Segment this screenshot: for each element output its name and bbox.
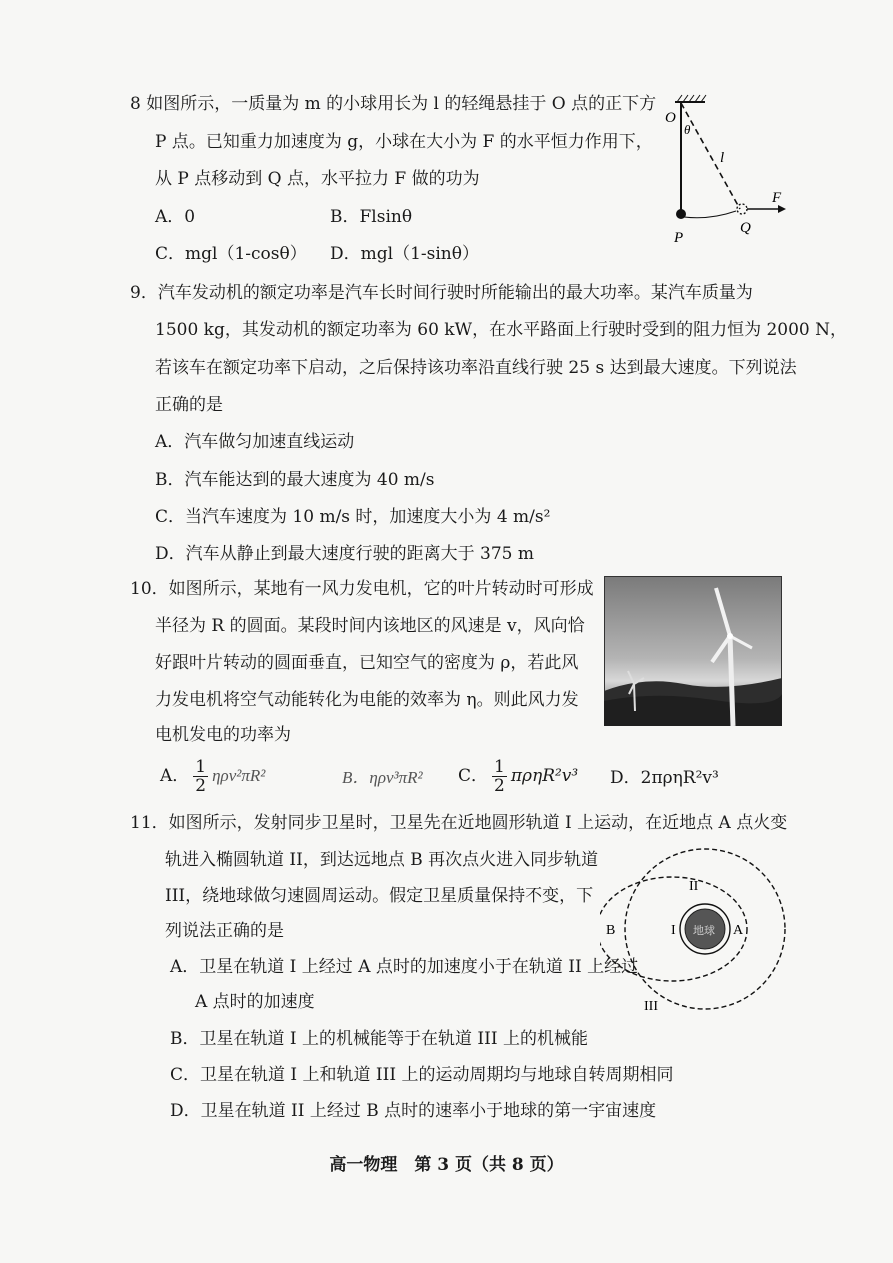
q11-option-d: D．卫星在轨道 II 上经过 B 点时的速率小于地球的第一宇宙速度	[170, 1101, 657, 1121]
q10-option-a	[160, 758, 265, 795]
wind-turbine-photo	[604, 576, 782, 726]
q11-option-b: B．卫星在轨道 I 上的机械能等于在轨道 III 上的机械能	[170, 1029, 588, 1049]
q9-stem-line1: 9．汽车发动机的额定功率是汽车长时间行驶时所能输出的最大功率。某汽车质量为	[130, 283, 753, 303]
q11-orbit-diagram	[600, 842, 790, 1017]
q11-option-a-line1: A．卫星在轨道 I 上经过 A 点时的加速度小于在轨道 II 上经过	[170, 957, 639, 977]
q11-option-c: C．卫星在轨道 I 上和轨道 III 上的运动周期均与地球自转周期相同	[170, 1065, 674, 1085]
q9-stem-line3: 若该车在额定功率下启动，之后保持该功率沿直线行驶 25 s 达到最大速度。下列说法	[155, 358, 797, 378]
q11-label-point-b: B	[606, 923, 616, 938]
q9-option-d: D．汽车从静止到最大速度行驶的距离大于 375 m	[155, 544, 535, 564]
q8-label-p: P	[674, 230, 684, 246]
q8-option-c: C．mgl（1-cosθ）	[155, 244, 307, 264]
q8-stem-line2: P 点。已知重力加速度为 g，小球在大小为 F 的水平恒力作用下，	[155, 132, 653, 152]
q8-option-a: A．0	[155, 207, 196, 227]
q10-option-c	[458, 758, 578, 795]
q8-pendulum-diagram	[660, 92, 790, 252]
q10-option-c-numerator: 1	[494, 757, 505, 777]
q10-option-a-denominator: 2	[195, 776, 207, 796]
q8-label-l: l	[720, 150, 725, 166]
q8-label-f: F	[772, 190, 782, 206]
q10-option-d: D．2πρηR²v³	[610, 768, 719, 788]
q8-stem-line1: 8 如图所示，一质量为 m 的小球用长为 l 的轻绳悬挂于 O 点的正下方	[130, 94, 657, 114]
q10-stem-line2: 半径为 R 的圆面。某段时间内该地区的风速是 v，风向恰	[155, 616, 585, 636]
q10-option-a-fraction	[193, 758, 208, 795]
q10-option-a-expr: ηρv²πR²	[212, 766, 266, 785]
q8-option-b: B．Flsinθ	[330, 207, 413, 227]
q11-option-a-line2: A 点时的加速度	[195, 992, 315, 1012]
q8-stem-line3: 从 P 点移动到 Q 点，水平拉力 F 做的功为	[155, 169, 480, 189]
q11-stem-line1: 11．如图所示，发射同步卫星时，卫星先在近地圆形轨道 I 上运动，在近地点 A 点火变	[130, 813, 788, 833]
q10-option-a-label: A．	[160, 766, 190, 786]
q8-label-q: Q	[740, 220, 751, 236]
q10-option-c-label: C．	[458, 766, 489, 786]
q10-option-b: B．ηρv³πR²	[342, 768, 423, 787]
q11-stem-line2: 轨进入椭圆轨道 II，到达远地点 B 再次点火进入同步轨道	[165, 850, 599, 870]
q10-stem-line3: 好跟叶片转动的圆面垂直，已知空气的密度为 ρ，若此风	[155, 653, 579, 673]
q11-label-orbit-ii: II	[689, 879, 699, 894]
q10-stem-line5: 电机发电的功率为	[155, 725, 291, 745]
q9-option-c: C．当汽车速度为 10 m/s 时，加速度大小为 4 m/s²	[155, 507, 551, 527]
q8-label-o: O	[665, 110, 676, 126]
q10-option-a-numerator: 1	[195, 757, 207, 777]
q9-option-b: B．汽车能达到的最大速度为 40 m/s	[155, 470, 435, 490]
q11-label-orbit-iii: III	[644, 999, 658, 1014]
q11-stem-line3: III，绕地球做匀速圆周运动。假定卫星质量保持不变，下	[165, 886, 594, 906]
q10-option-c-denominator: 2	[494, 776, 505, 796]
q11-label-orbit-i: I	[671, 923, 676, 938]
q11-earth-label: 地球	[693, 925, 715, 937]
q10-option-c-expr: πρηR²v³	[510, 766, 579, 786]
page-footer: 高一物理 第 3 页（共 8 页）	[329, 1155, 564, 1175]
q8-label-theta: θ	[684, 122, 691, 137]
q9-stem-line2: 1500 kg，其发动机的额定功率为 60 kW，在水平路面上行驶时受到的阻力恒为 2000 N，	[155, 320, 848, 340]
q9-stem-line4: 正确的是	[155, 395, 223, 415]
q9-option-a: A．汽车做匀加速直线运动	[155, 432, 355, 452]
q10-stem-line1: 10．如图所示，某地有一风力发电机，它的叶片转动时可形成	[130, 579, 594, 599]
q11-label-point-a: A	[733, 923, 744, 938]
q10-option-c-fraction	[492, 758, 507, 795]
q11-stem-line4: 列说法正确的是	[165, 921, 284, 941]
q8-option-d: D．mgl（1-sinθ）	[330, 244, 479, 264]
q10-stem-line4: 力发电机将空气动能转化为电能的效率为 η。则此风力发	[155, 690, 579, 710]
